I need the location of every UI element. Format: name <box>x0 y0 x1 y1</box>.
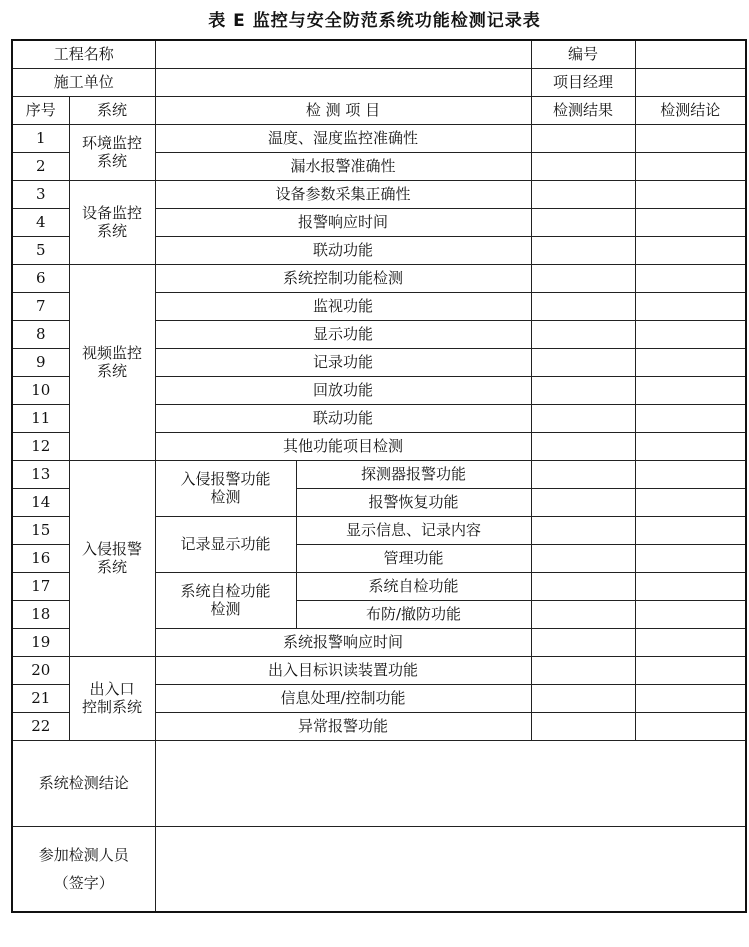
check-item: 报警响应时间 <box>155 208 531 236</box>
page-title: 表 E 监控与安全防范系统功能检测记录表 <box>208 11 541 31</box>
check-item: 联动功能 <box>155 404 531 432</box>
number-field[interactable] <box>635 40 746 68</box>
check-item: 探测器报警功能 <box>296 460 531 488</box>
row-number: 2 <box>12 152 69 180</box>
check-item: 回放功能 <box>155 376 531 404</box>
contractor-field[interactable] <box>155 68 531 96</box>
conclusion-cell[interactable] <box>635 320 746 348</box>
column-header-conclusion: 检测结论 <box>635 96 746 124</box>
check-item: 出入目标识读装置功能 <box>155 656 531 684</box>
check-item: 报警恢复功能 <box>296 488 531 516</box>
row-number: 12 <box>12 432 69 460</box>
check-item: 管理功能 <box>296 544 531 572</box>
row-number: 7 <box>12 292 69 320</box>
subgroup-self-check: 系统自检功能 检测 <box>155 572 296 628</box>
result-cell[interactable] <box>531 124 635 152</box>
row-number: 13 <box>12 460 69 488</box>
conclusion-cell[interactable] <box>635 432 746 460</box>
conclusion-cell[interactable] <box>635 404 746 432</box>
conclusion-cell[interactable] <box>635 488 746 516</box>
row-number: 5 <box>12 236 69 264</box>
system-video-monitoring: 视频监控 系统 <box>69 264 155 460</box>
contractor-label: 施工单位 <box>12 68 155 96</box>
check-item: 系统自检功能 <box>296 572 531 600</box>
conclusion-cell[interactable] <box>635 124 746 152</box>
result-cell[interactable] <box>531 152 635 180</box>
row-number: 1 <box>12 124 69 152</box>
result-cell[interactable] <box>531 712 635 740</box>
system-conclusion-row <box>12 740 746 826</box>
check-item: 系统报警响应时间 <box>155 628 531 656</box>
row-number: 21 <box>12 684 69 712</box>
check-item: 其他功能项目检测 <box>155 432 531 460</box>
row-number: 8 <box>12 320 69 348</box>
result-cell[interactable] <box>531 460 635 488</box>
table-row <box>12 124 746 152</box>
check-item: 信息处理/控制功能 <box>155 684 531 712</box>
system-conclusion-field[interactable] <box>155 740 746 826</box>
row-number: 11 <box>12 404 69 432</box>
row-number: 15 <box>12 516 69 544</box>
result-cell[interactable] <box>531 488 635 516</box>
result-cell[interactable] <box>531 432 635 460</box>
conclusion-cell[interactable] <box>635 628 746 656</box>
column-header-item: 检 测 项 目 <box>155 96 531 124</box>
conclusion-cell[interactable] <box>635 460 746 488</box>
column-header-seq: 序号 <box>12 96 69 124</box>
check-item: 系统控制功能检测 <box>155 264 531 292</box>
conclusion-cell[interactable] <box>635 516 746 544</box>
subgroup-record-display: 记录显示功能 <box>155 516 296 572</box>
number-label: 编号 <box>531 40 635 68</box>
system-env-monitoring: 环境监控 系统 <box>69 124 155 180</box>
conclusion-cell[interactable] <box>635 656 746 684</box>
check-item: 温度、湿度监控准确性 <box>155 124 531 152</box>
row-number: 19 <box>12 628 69 656</box>
project-manager-label: 项目经理 <box>531 68 635 96</box>
result-cell[interactable] <box>531 516 635 544</box>
result-cell[interactable] <box>531 208 635 236</box>
project-manager-field[interactable] <box>635 68 746 96</box>
result-cell[interactable] <box>531 572 635 600</box>
conclusion-cell[interactable] <box>635 180 746 208</box>
conclusion-cell[interactable] <box>635 292 746 320</box>
result-cell[interactable] <box>531 628 635 656</box>
check-item: 监视功能 <box>155 292 531 320</box>
row-number: 14 <box>12 488 69 516</box>
result-cell[interactable] <box>531 656 635 684</box>
personnel-row <box>12 826 746 912</box>
system-equipment-monitoring: 设备监控 系统 <box>69 180 155 264</box>
check-item: 显示信息、记录内容 <box>296 516 531 544</box>
result-cell[interactable] <box>531 180 635 208</box>
row-number: 6 <box>12 264 69 292</box>
project-name-label: 工程名称 <box>12 40 155 68</box>
column-header-result: 检测结果 <box>531 96 635 124</box>
result-cell[interactable] <box>531 348 635 376</box>
conclusion-cell[interactable] <box>635 600 746 628</box>
conclusion-cell[interactable] <box>635 376 746 404</box>
row-number: 20 <box>12 656 69 684</box>
system-conclusion-label: 系统检测结论 <box>12 740 155 826</box>
check-item: 漏水报警准确性 <box>155 152 531 180</box>
check-item: 显示功能 <box>155 320 531 348</box>
check-item: 记录功能 <box>155 348 531 376</box>
conclusion-cell[interactable] <box>635 348 746 376</box>
system-access-control: 出入口 控制系统 <box>69 656 155 740</box>
row-number: 9 <box>12 348 69 376</box>
result-cell[interactable] <box>531 264 635 292</box>
conclusion-cell[interactable] <box>635 236 746 264</box>
column-header-system: 系统 <box>69 96 155 124</box>
conclusion-cell[interactable] <box>635 572 746 600</box>
row-number: 22 <box>12 712 69 740</box>
result-cell[interactable] <box>531 404 635 432</box>
table-row <box>12 264 746 292</box>
personnel-label: 参加检测人员 （签字） <box>12 826 155 912</box>
result-cell[interactable] <box>531 376 635 404</box>
result-cell[interactable] <box>531 544 635 572</box>
conclusion-cell[interactable] <box>635 152 746 180</box>
row-number: 18 <box>12 600 69 628</box>
result-cell[interactable] <box>531 600 635 628</box>
table-row <box>12 180 746 208</box>
conclusion-cell[interactable] <box>635 712 746 740</box>
conclusion-cell[interactable] <box>635 208 746 236</box>
personnel-signature-field[interactable] <box>155 826 746 912</box>
header-row-project <box>12 40 746 68</box>
conclusion-cell[interactable] <box>635 264 746 292</box>
system-intrusion-alarm: 入侵报警 系统 <box>69 460 155 656</box>
inspection-record-table <box>11 39 747 913</box>
result-cell[interactable] <box>531 236 635 264</box>
row-number: 10 <box>12 376 69 404</box>
check-item: 布防/撤防功能 <box>296 600 531 628</box>
result-cell[interactable] <box>531 292 635 320</box>
row-number: 16 <box>12 544 69 572</box>
table-row <box>12 460 746 488</box>
conclusion-cell[interactable] <box>635 684 746 712</box>
check-item: 设备参数采集正确性 <box>155 180 531 208</box>
table-row <box>12 656 746 684</box>
header-row-contractor <box>12 68 746 96</box>
project-name-field[interactable] <box>155 40 531 68</box>
column-header-row <box>12 96 746 124</box>
row-number: 4 <box>12 208 69 236</box>
subgroup-intrusion-alarm-check: 入侵报警功能 检测 <box>155 460 296 516</box>
check-item: 异常报警功能 <box>155 712 531 740</box>
conclusion-cell[interactable] <box>635 544 746 572</box>
row-number: 3 <box>12 180 69 208</box>
row-number: 17 <box>12 572 69 600</box>
check-item: 联动功能 <box>155 236 531 264</box>
result-cell[interactable] <box>531 320 635 348</box>
result-cell[interactable] <box>531 684 635 712</box>
